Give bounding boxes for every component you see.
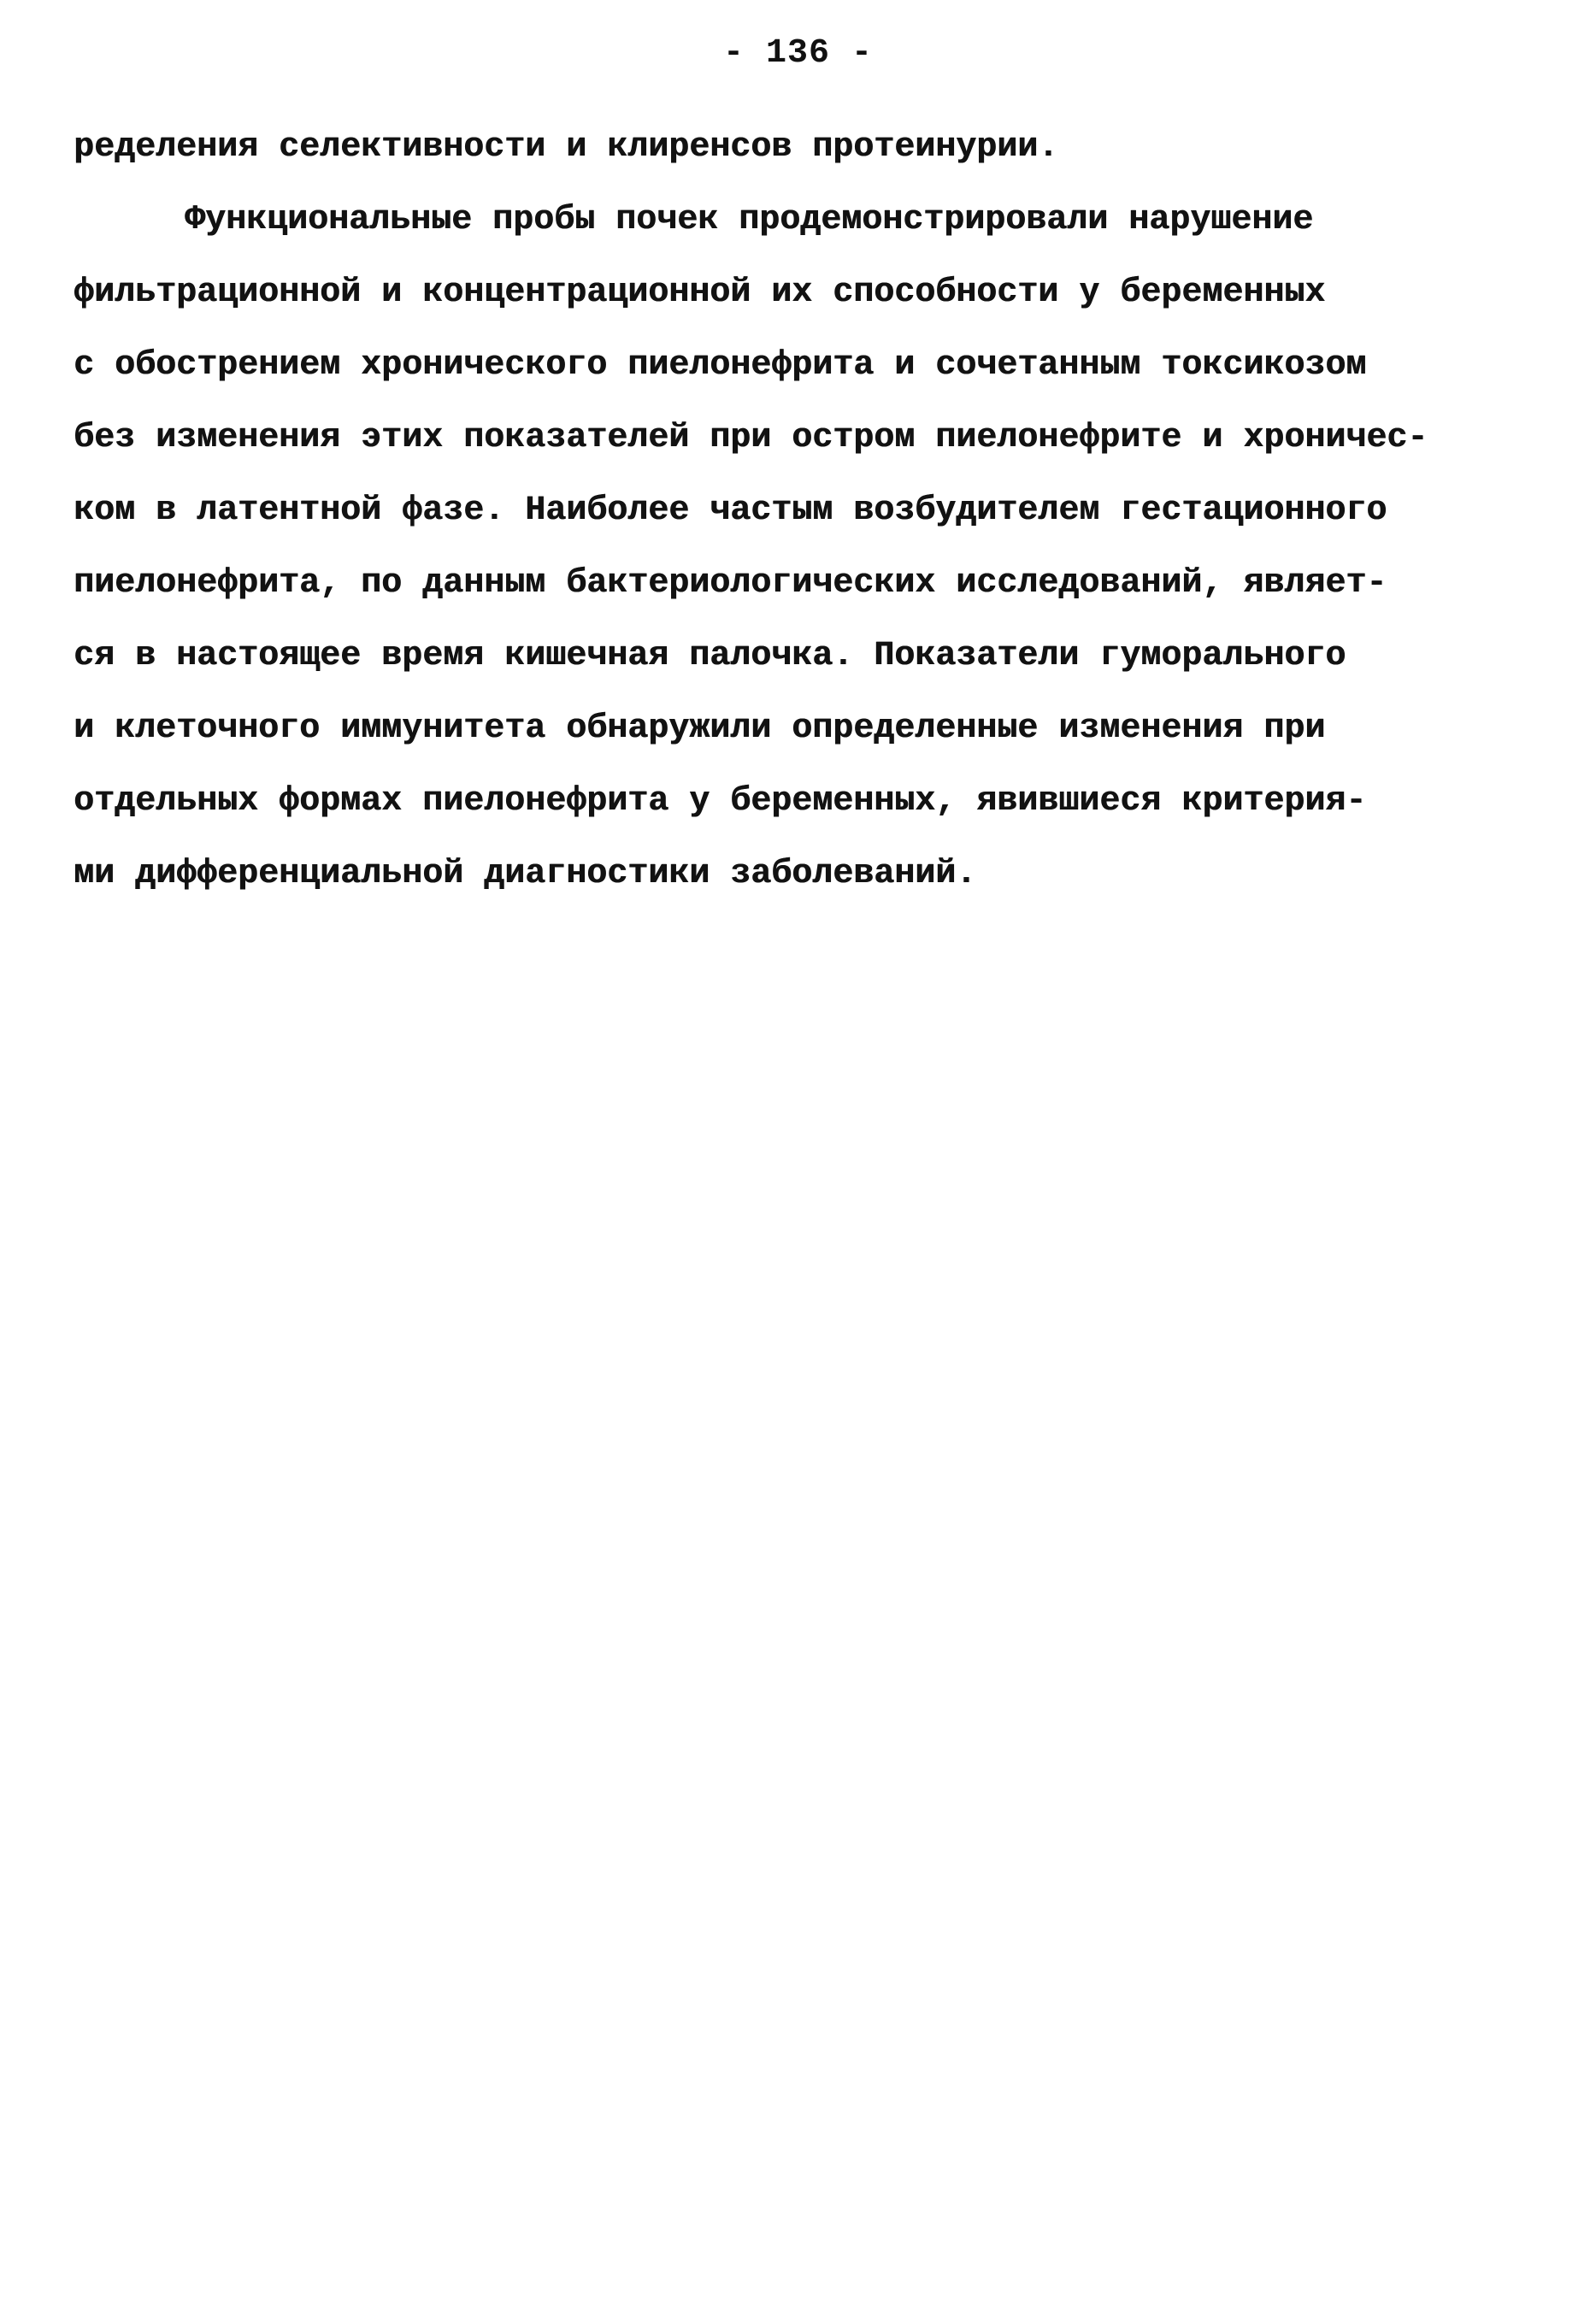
text-line: фильтрационной и концентрационной их способности у беременных	[74, 274, 1326, 312]
text-line: отдельных формах пиелонефрита у беременных, явившиеся критерия-	[74, 782, 1367, 821]
text-line: без изменения этих показателей при остром пиелонефрите и хроничес-	[74, 419, 1428, 457]
page-number: - 136 -	[722, 34, 874, 73]
text-line: ределения селективности и клиренсов протеинурии.	[74, 128, 1059, 167]
text-line: ком в латентной фазе. Наиболее частым возбудителем гестационного	[74, 492, 1387, 530]
text-line: ся в настоящее время кишечная палочка. Показатели гуморального	[74, 637, 1346, 675]
text-line: с обострением хронического пиелонефрита и сочетанным токсикозом	[74, 346, 1367, 385]
text-line: пиелонефрита, по данным бактериологических исследований, являет-	[74, 564, 1387, 603]
body-paragraph	[74, 111, 1561, 910]
text-line: и клеточного иммунитета обнаружили определенные изменения при	[74, 709, 1326, 748]
text-line: Функциональные пробы почек продемонстрировали нарушение	[185, 201, 1314, 239]
text-line: ми дифференциальной диагностики заболеваний.	[74, 855, 977, 893]
